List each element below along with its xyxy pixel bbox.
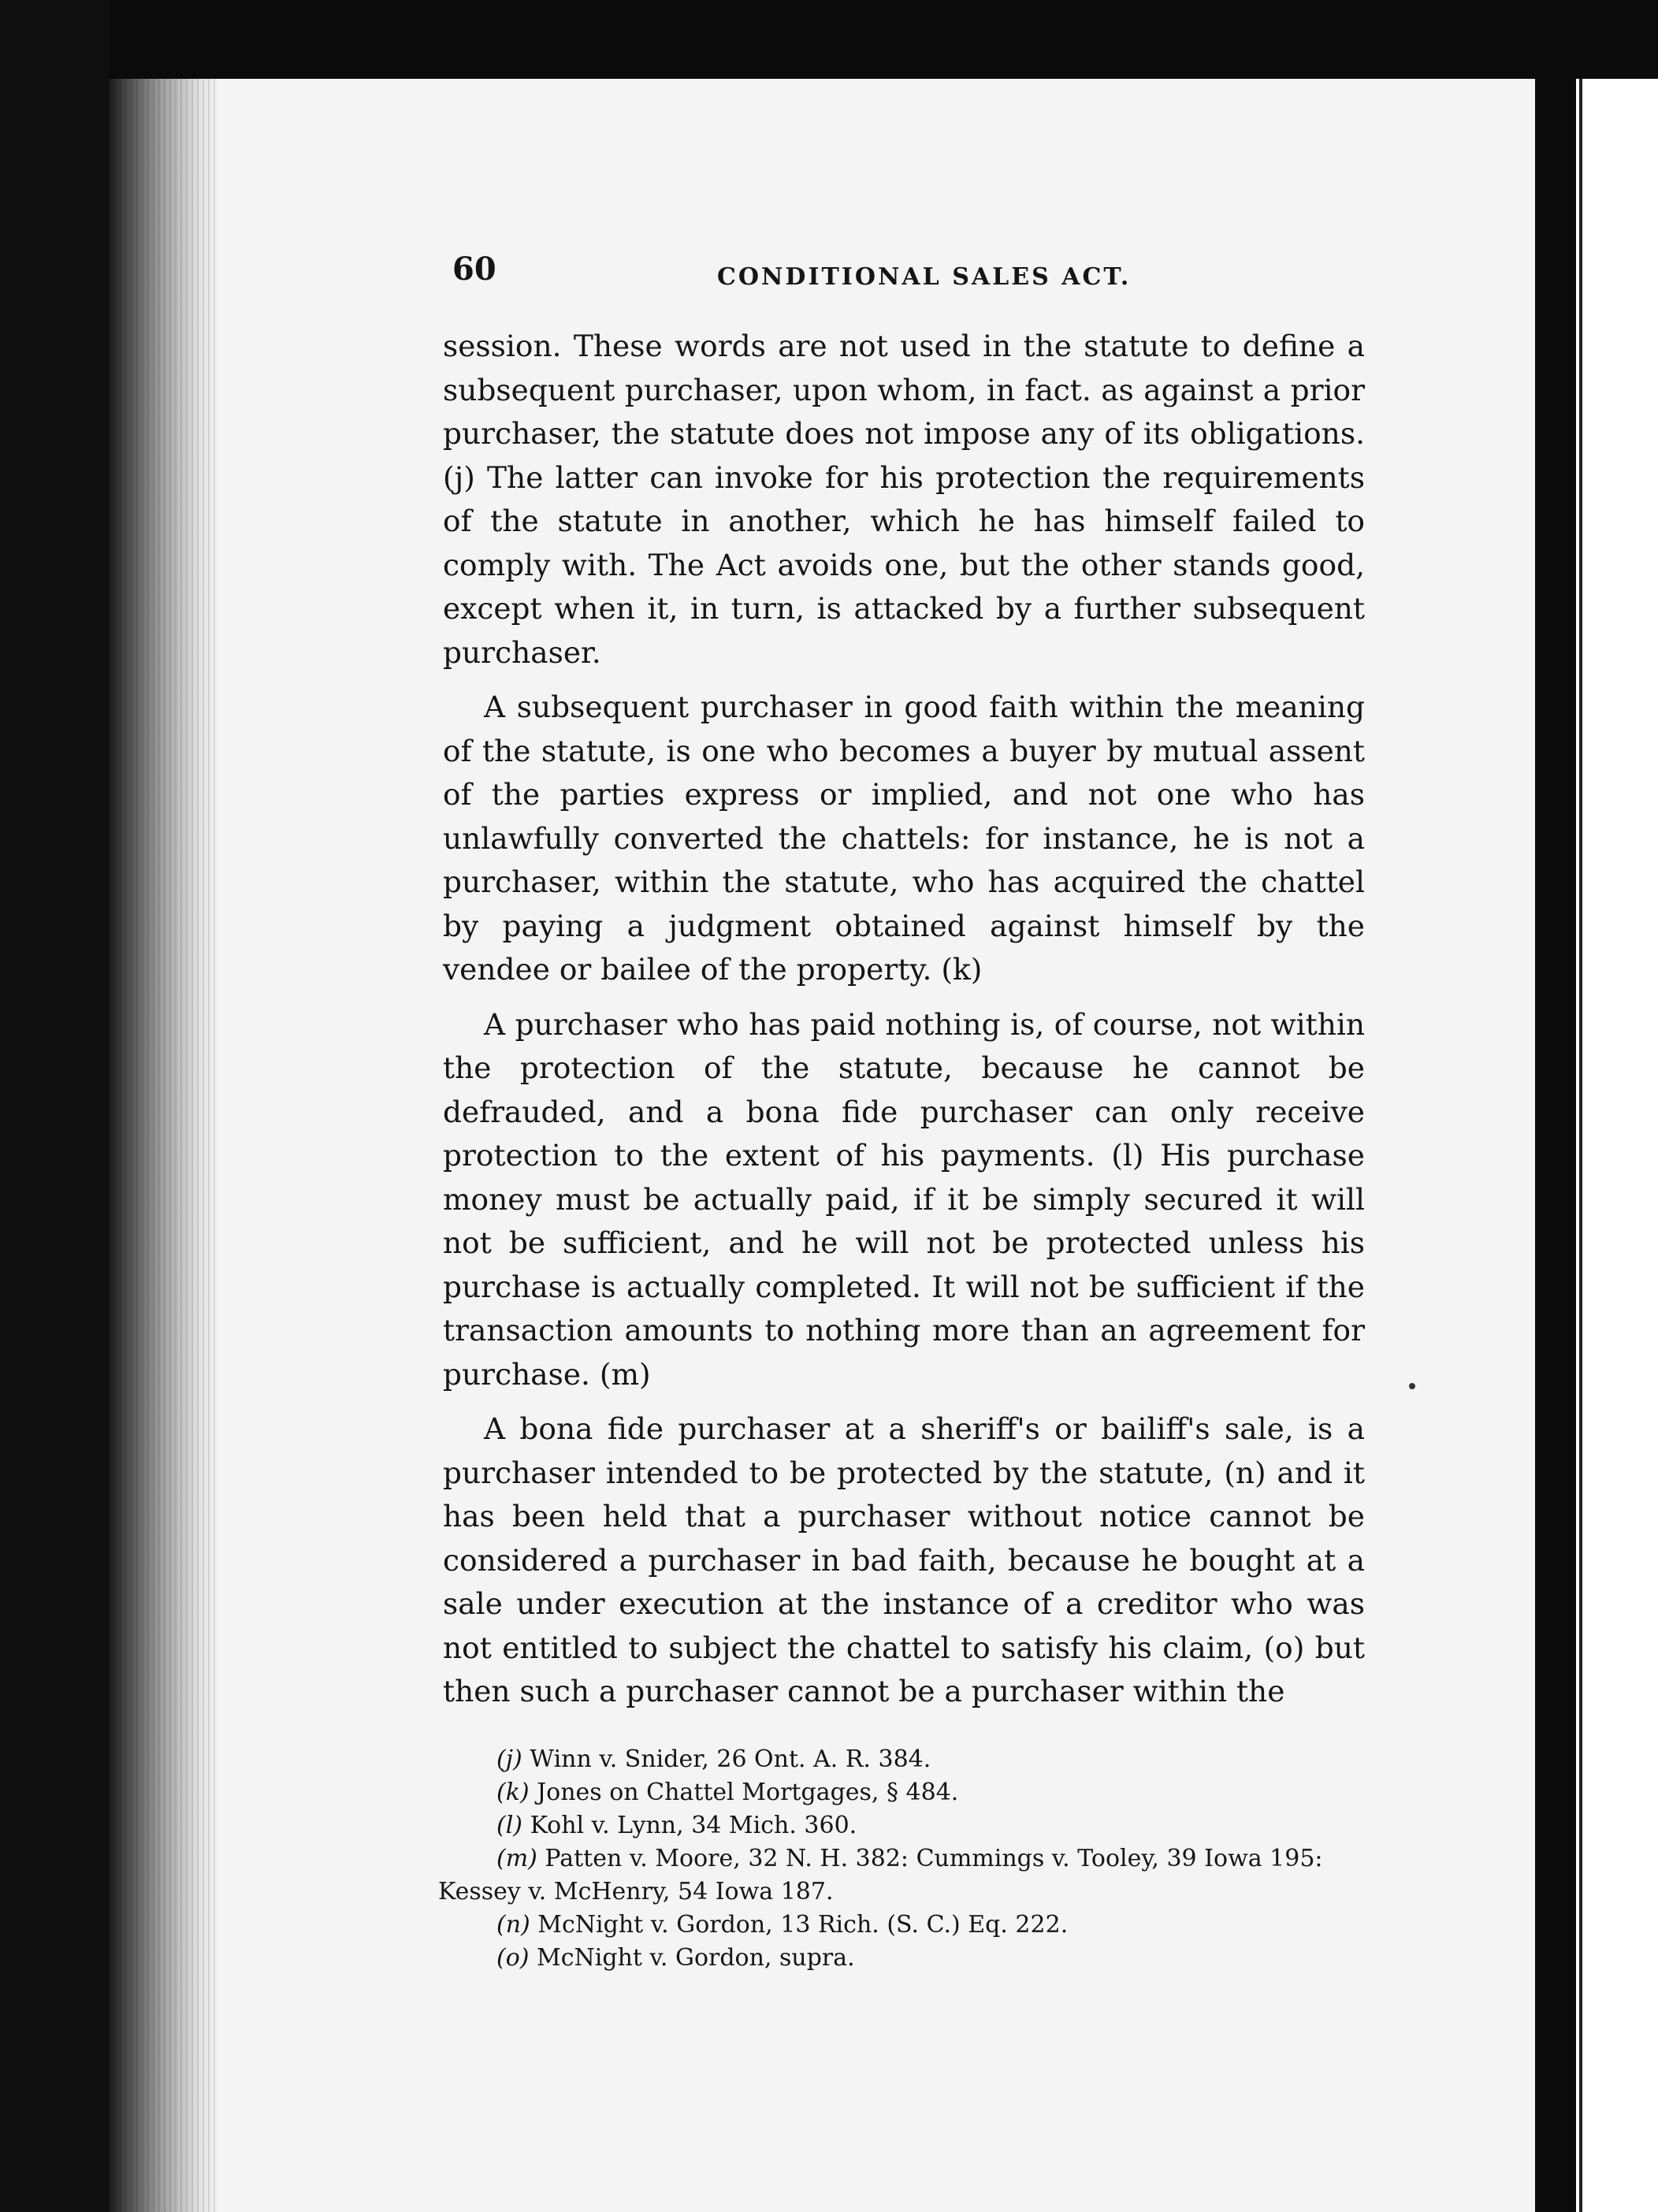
paragraph-2: A subsequent purchaser in good faith within the meaning of the statute, is one who becomes a buyer by mutual assent of the parties express or implied, and not one who has unlawfully converted the chattels: for instance, he is not a purchaser, within the statute, who has acquired the chattel by paying a judgment obtained against himself by the vendee or bailee of the property. (k) — [443, 690, 1365, 987]
main-text — [443, 325, 1365, 1714]
footnote-text: McNight v. Gordon, supra. — [537, 1944, 855, 1972]
scan-border-top — [0, 0, 1658, 79]
footnote-k — [438, 1776, 1368, 1809]
footnote-mark: (j) — [496, 1745, 522, 1773]
footnote-text: McNight v. Gordon, 13 Rich. (S. C.) Eq. 222. — [537, 1911, 1069, 1939]
scan-border-right — [1535, 79, 1576, 2212]
footnote-o — [438, 1942, 1368, 1975]
footnote-mark: (n) — [496, 1911, 530, 1939]
footnote-text: Patten v. Moore, 32 N. H. 382: Cummings v. Tooley, 39 Iowa 195: Kessey v. McHenry, 54 Iowa 187. — [438, 1845, 1323, 1905]
page-number: 60 — [452, 251, 496, 288]
footnote-j — [438, 1743, 1368, 1776]
footnote-mark: (k) — [496, 1779, 530, 1806]
footnote-n — [438, 1909, 1368, 1942]
scan-margin-right — [1576, 79, 1658, 2212]
running-title: CONDITIONAL SALES ACT. — [717, 263, 1132, 291]
scan-border-left — [0, 0, 109, 2212]
paragraph-3: A purchaser who has paid nothing is, of course, not within the protection of the statute, because he cannot be defrauded, and a bona fide purchaser can only receive protection to the extent of his payments. (l) His purchase money must be actually paid, if it be simply secured it will not be sufficient, and he will not be protected unless his purchase is actually completed. It will not be sufficient if the transaction amounts to nothing more than an agreement for purchase. (m) — [443, 1006, 1365, 1392]
footnote-text: Kohl v. Lynn, 34 Mich. 360. — [530, 1812, 857, 1839]
footnote-text: Winn v. Snider, 26 Ont. A. R. 384. — [530, 1745, 931, 1773]
book-gutter-shadow — [109, 79, 219, 2212]
footnote-mark: (m) — [496, 1845, 537, 1872]
scan-speck — [1409, 1383, 1415, 1389]
footnote-m — [438, 1842, 1368, 1909]
paragraph-4: A bona fide purchaser at a sheriff's or bailiff's sale, is a purchaser intended to be protected by the statute, (n) and it has been held that a purchaser without notice cannot be considered a purchaser in bad faith, because he bought at a sale under execution at the instance of a creditor who was not entitled to subject the chattel to satisfy his claim, (o) but then such a purchaser cannot be a purchaser within the — [443, 1411, 1365, 1708]
footnotes — [438, 1743, 1368, 1975]
footnote-text: Jones on Chattel Mortgages, § 484. — [537, 1779, 959, 1806]
footnote-l — [438, 1809, 1368, 1842]
paragraph-1: session. These words are not used in the statute to define a subsequent purchaser, upon whom, in fact. as against a prior purchaser, the statute does not impose any of its obligations. (j) The latter can invoke for his protection the requirements of the statute in another, which he has himself failed to comply with. The Act avoids one, but the other stands good, except when it, in turn, is attacked by a further subsequent purchaser. — [443, 329, 1365, 670]
footnote-mark: (l) — [496, 1812, 523, 1839]
footnote-mark: (o) — [496, 1944, 530, 1972]
facing-page-edge — [1579, 79, 1582, 2212]
